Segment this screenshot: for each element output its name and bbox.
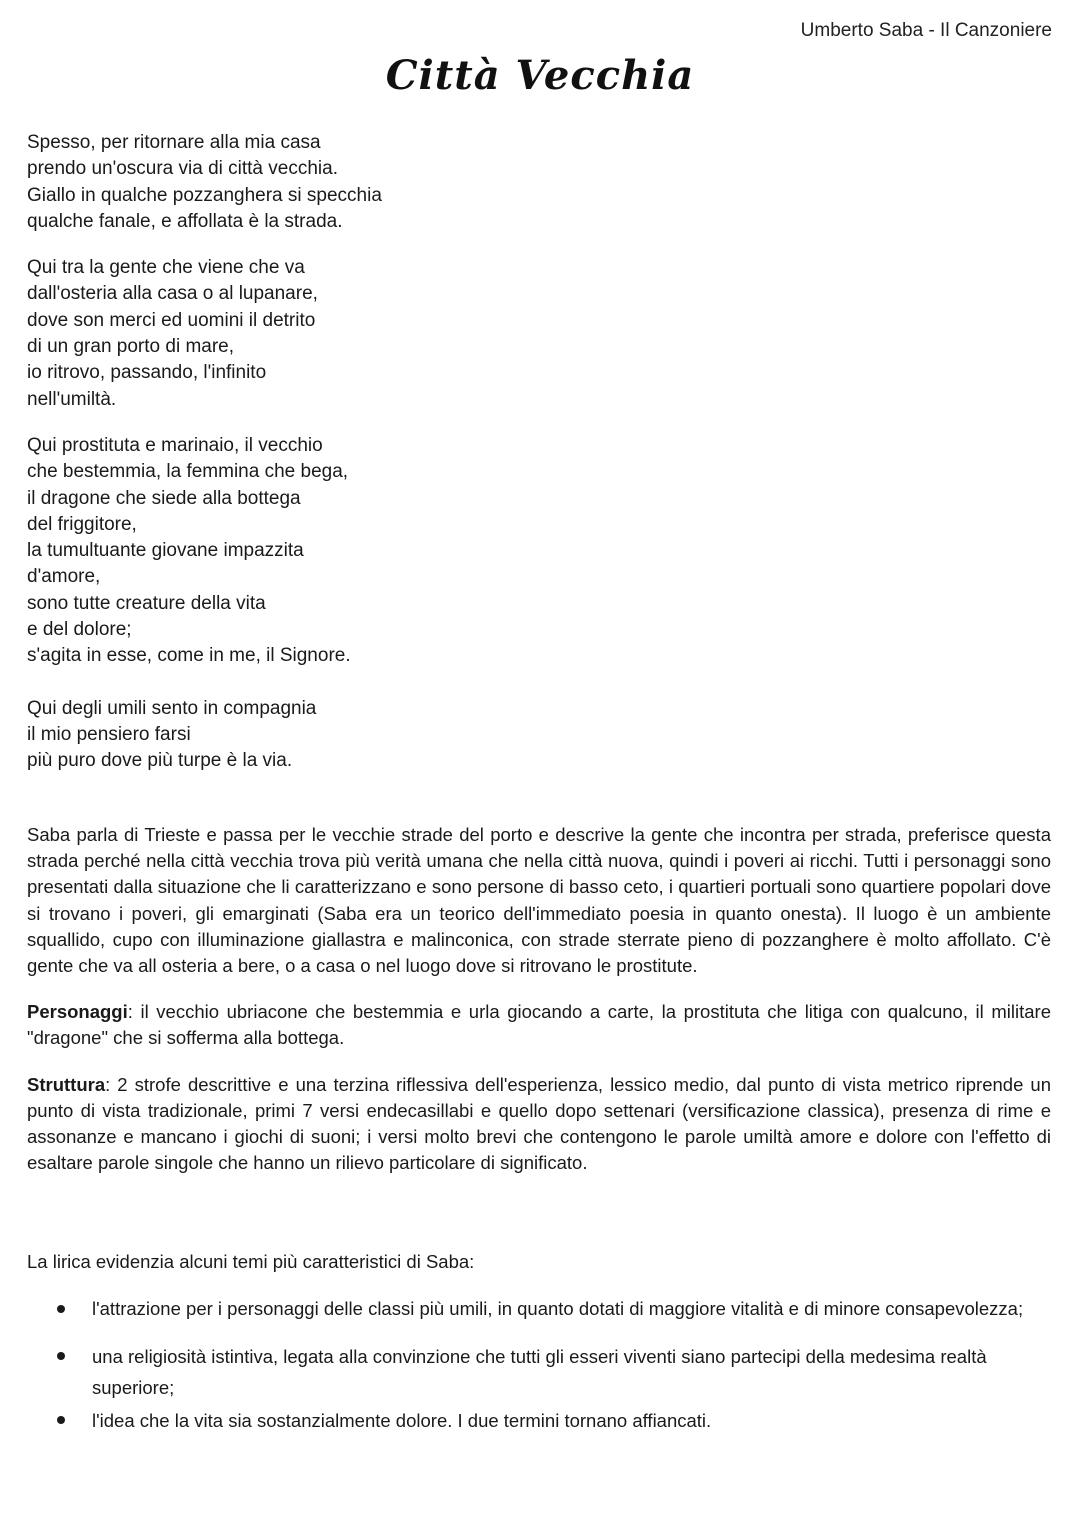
stanza bbox=[27, 696, 382, 775]
author-header: Umberto Saba - Il Canzoniere bbox=[800, 20, 1052, 41]
stanza bbox=[27, 130, 382, 235]
verse: sono tutte creature della vita bbox=[27, 592, 266, 614]
theme-text: l'attrazione per i personaggi delle classi più umili, in quanto dotati di maggiore vitalità e di minore consapevolezza; bbox=[92, 1298, 1024, 1319]
themes-intro: La lirica evidenzia alcuni temi più caratteristici di Saba: bbox=[27, 1251, 475, 1272]
verse: s'agita in esse, come in me, il Signore. bbox=[27, 645, 351, 667]
verse: più puro dove più turpe è la via. bbox=[27, 750, 293, 772]
structure-paragraph bbox=[27, 1072, 1051, 1177]
analysis-paragraph: Saba parla di Trieste e passa per le vecchie strade del porto e descrive la gente che incontra per strada, preferisce questa strada perché nella città vecchia trova più verità umana che nella città nuova, quindi i poveri ai ricchi. Tutti i personaggi sono presentati dalla situazione che li caratterizzano e sono persone di basso ceto, i quartieri portuali sono quartiere popolari dove si trovano i poveri, gli emarginati (Saba era un teorico dell'immediato poesia in quanto onesta). Il luogo è un ambiente squallido, cupo con illuminazione giallastra e malinconica, con strade sterrate pieno di pozzanghere è molto affollato. C'è gente che va all osteria a bere, o a casa o nel luogo dove si ritrovano le prostitute. bbox=[27, 824, 1051, 977]
verse: il dragone che siede alla bottega bbox=[27, 487, 301, 509]
poem-title: Città Vecchia bbox=[385, 52, 695, 99]
verse: del friggitore, bbox=[27, 513, 137, 535]
bullet-dot-icon bbox=[57, 1416, 65, 1424]
list-item bbox=[0, 1341, 1080, 1403]
poem bbox=[27, 130, 382, 795]
verse: la tumultuante giovane impazzita bbox=[27, 540, 304, 562]
verse: nell'umiltà. bbox=[27, 388, 117, 410]
verse: di un gran porto di mare, bbox=[27, 336, 235, 358]
stanza bbox=[27, 433, 382, 670]
bullet-dot-icon bbox=[57, 1352, 65, 1360]
stanza bbox=[27, 255, 382, 413]
verse: Qui prostituta e marinaio, il vecchio bbox=[27, 434, 323, 456]
verse: Qui degli umili sento in compagnia bbox=[27, 697, 317, 719]
verse: prendo un'oscura via di città vecchia. bbox=[27, 158, 338, 180]
list-item bbox=[0, 1283, 1080, 1335]
characters-text: : il vecchio ubriacone che bestemmia e urla giocando a carte, la prostituta che litiga con qualcuno, il militare "dragone" che si sofferma alla bottega. bbox=[27, 1001, 1051, 1049]
verse: io ritrovo, passando, l'infinito bbox=[27, 362, 267, 384]
verse: e del dolore; bbox=[27, 619, 132, 641]
characters-paragraph bbox=[27, 999, 1051, 1051]
structure-text: : 2 strofe descrittive e una terzina riflessiva dell'esperienza, lessico medio, dal punto di vista metrico riprende un punto di vista tradizionale, primi 7 versi endecasillabi e quello dopo settenari (versificazione classica), presenza di rime e assonanze e mancano i giochi di suoni; i versi molto brevi che contengono le parole umiltà amore e dolore con l'effetto di esaltare parole singole che hanno un rilievo particolare di significato. bbox=[27, 1073, 1051, 1174]
verse: che bestemmia, la femmina che bega, bbox=[27, 461, 349, 483]
verse: qualche fanale, e affollata è la strada. bbox=[27, 210, 343, 232]
verse: dall'osteria alla casa o al lupanare, bbox=[27, 283, 318, 305]
theme-text: una religiosità istintiva, legata alla convinzione che tutti gli esseri viventi siano partecipi della medesima realtà superiore; bbox=[92, 1346, 987, 1398]
themes-list bbox=[0, 1296, 1080, 1436]
verse: il mio pensiero farsi bbox=[27, 723, 191, 745]
verse: d'amore, bbox=[27, 566, 101, 588]
list-item bbox=[0, 1405, 1080, 1436]
verse: Giallo in qualche pozzanghera si specchia bbox=[27, 184, 382, 206]
verse: Qui tra la gente che viene che va bbox=[27, 257, 305, 279]
characters-label: Personaggi bbox=[27, 1001, 128, 1023]
bullet-dot-icon bbox=[57, 1305, 65, 1313]
theme-text: l'idea che la vita sia sostanzialmente dolore. I due termini tornano affiancati. bbox=[92, 1410, 712, 1431]
verse: dove son merci ed uomini il detrito bbox=[27, 309, 316, 331]
structure-label: Struttura bbox=[27, 1073, 106, 1095]
verse: Spesso, per ritornare alla mia casa bbox=[27, 132, 321, 153]
commentary bbox=[27, 822, 1051, 1196]
